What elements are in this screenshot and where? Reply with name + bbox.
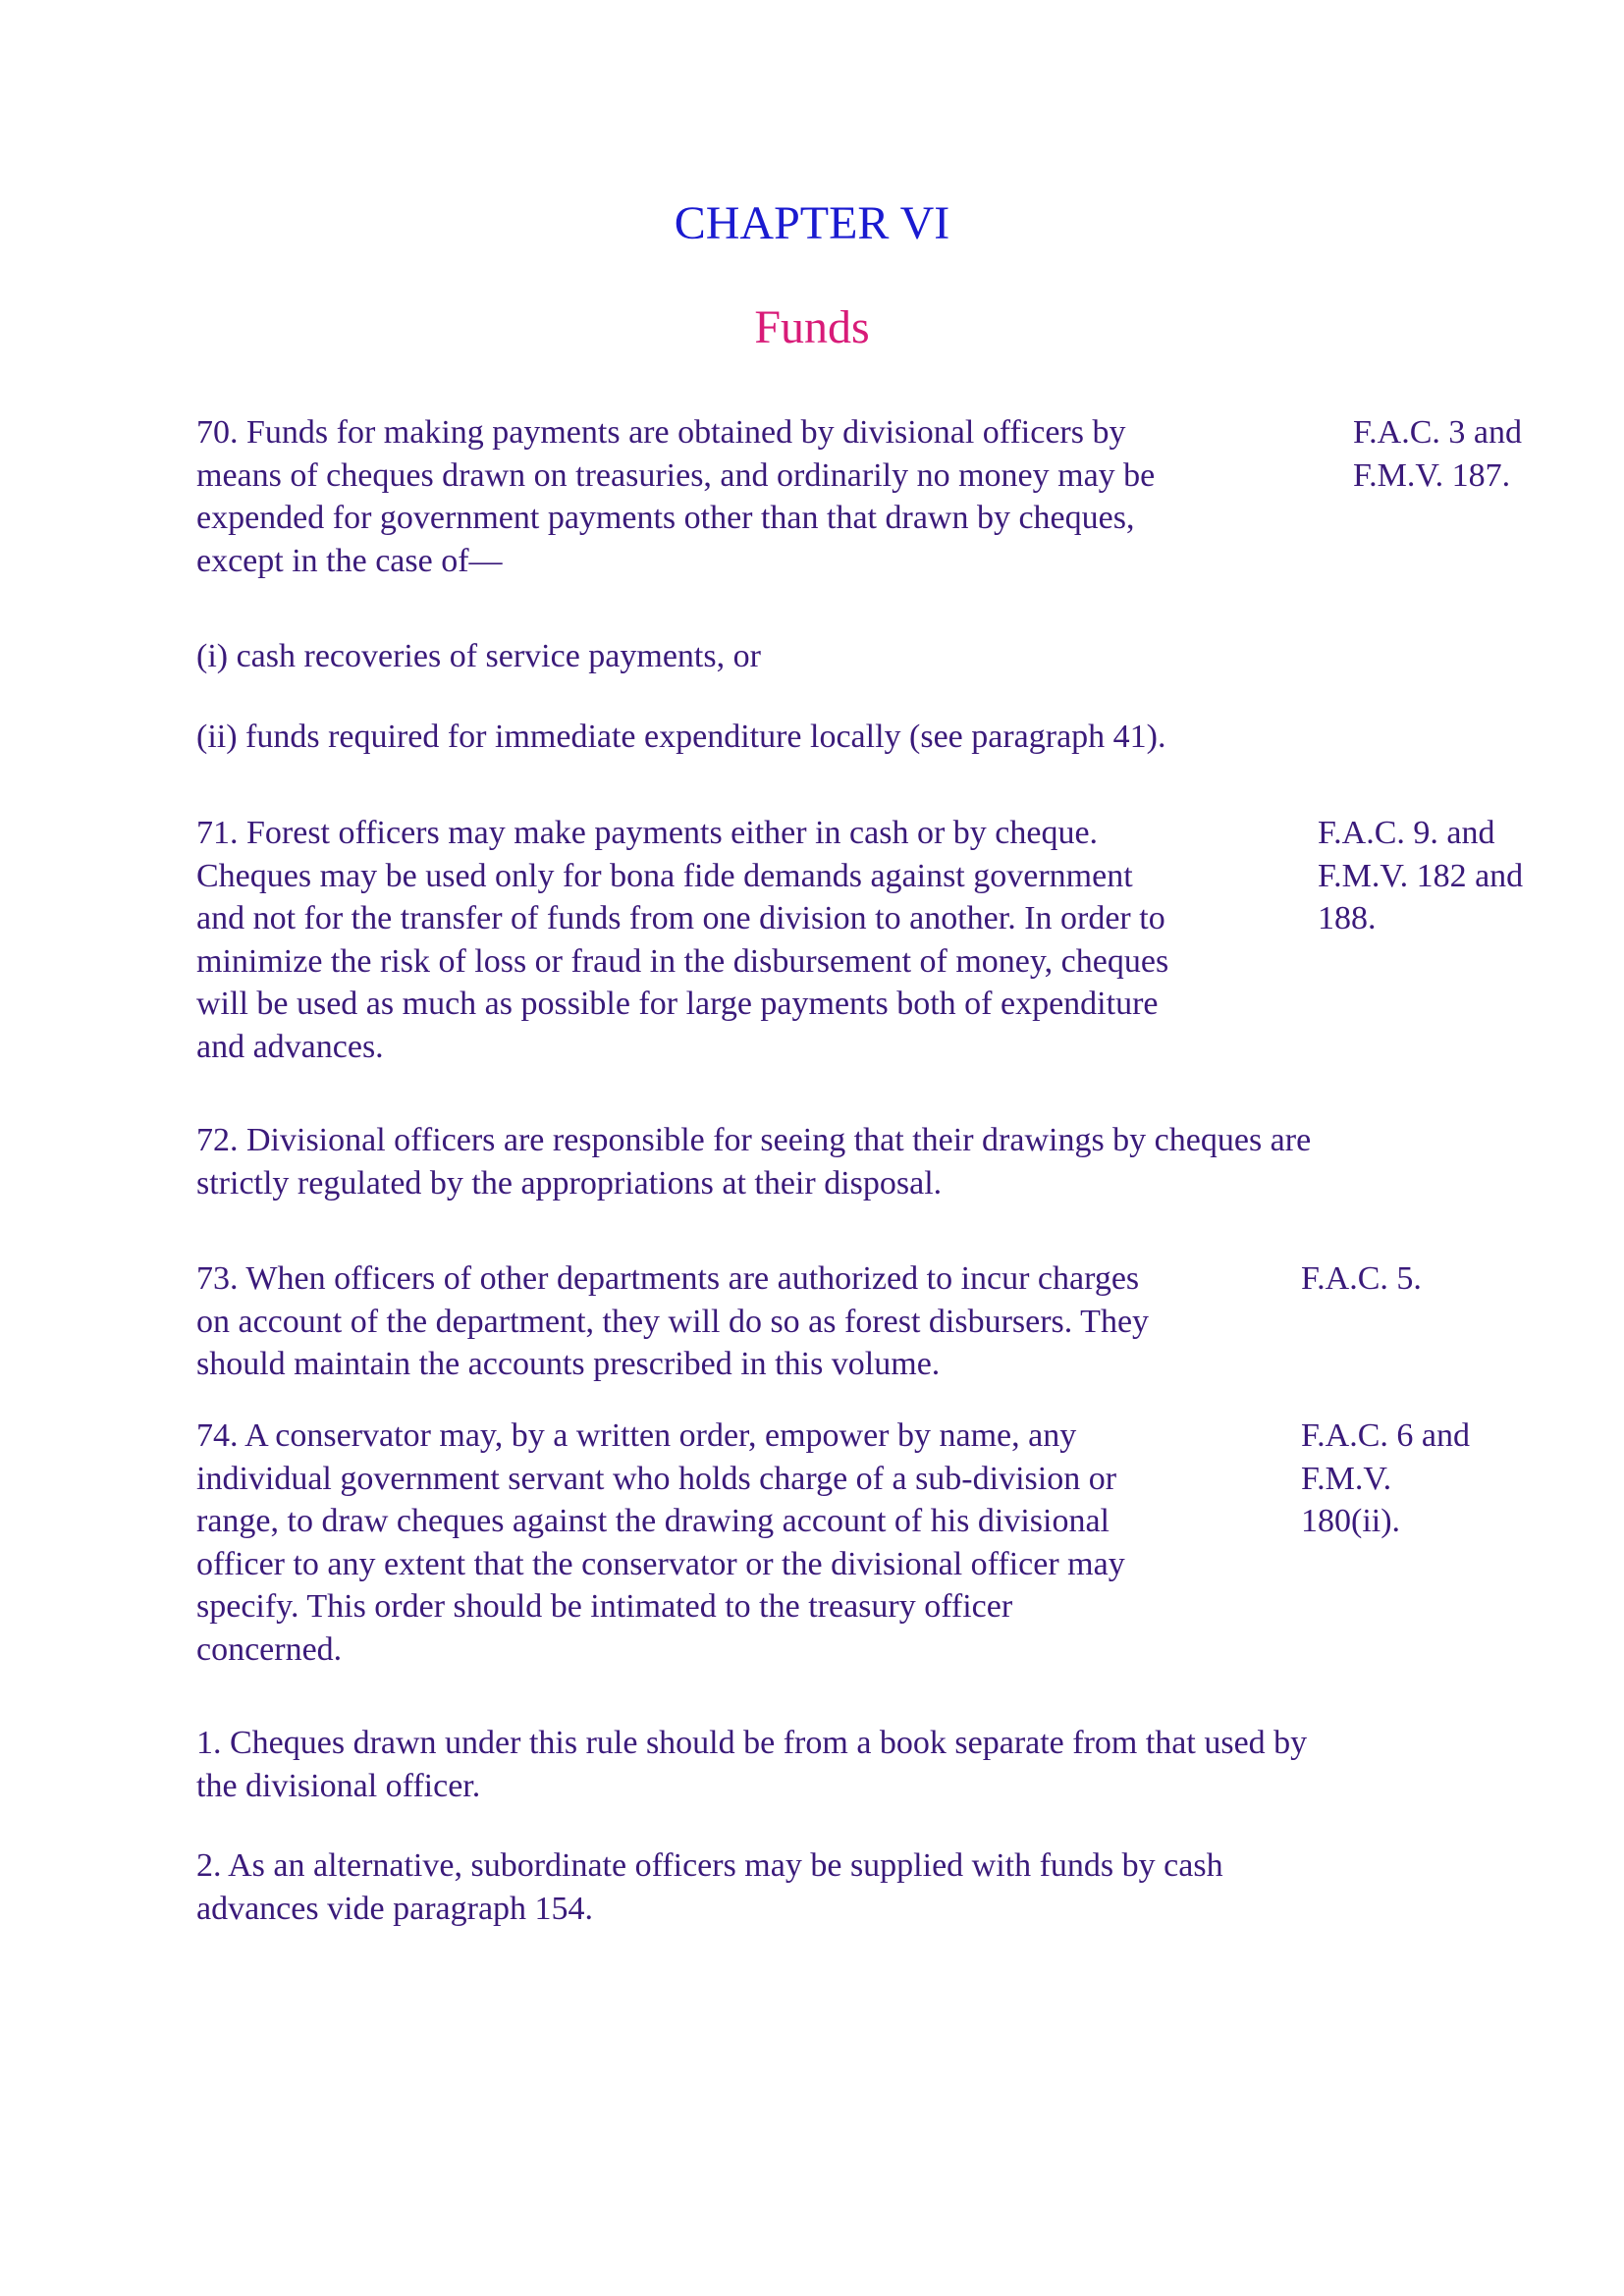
reference-line: F.A.C. 3 and [1353,414,1523,451]
paragraph-line: advances vide paragraph 154. [196,1890,594,1927]
note-1 [196,1722,1307,1807]
paragraph-line: range, to draw cheques against the drawing account of his divisional [196,1503,1110,1539]
paragraph-line: should maintain the accounts prescribed in this volume. [196,1346,941,1382]
paragraph-line: will be used as much as possible for large payments both of expenditure [196,986,1159,1022]
paragraph-line: 72. Divisional officers are responsible for seeing that their drawings by cheques are [196,1122,1312,1158]
reference-line: F.M.V. 187. [1353,456,1511,494]
reference-line: 180(ii). [1301,1503,1401,1539]
paragraph-line: means of cheques drawn on treasuries, and ordinarily no money may be [196,456,1156,494]
paragraph-73 [196,1257,1149,1386]
paragraph-line: 73. When officers of other departments are authorized to incur charges [196,1260,1140,1297]
margin-reference-71 [1318,812,1523,940]
paragraph-line: strictly regulated by the appropriations at their disposal. [196,1164,943,1201]
reference-line: F.A.C. 9. and [1318,815,1495,851]
paragraph-line: Cheques may be used only for bona fide demands against government [196,857,1133,894]
paragraph-line: expended for government payments other than that drawn by cheques, [196,500,1135,536]
paragraph-72 [196,1119,1311,1204]
paragraph-71 [196,812,1168,1068]
reference-line: F.A.C. 6 and [1301,1417,1471,1454]
paragraph-74 [196,1415,1125,1671]
note-2 [196,1844,1223,1930]
paragraph-line: (ii) funds required for immediate expenditure locally (see paragraph 41). [196,719,1166,755]
reference-line: F.M.V. [1301,1460,1392,1497]
paragraph-line: 2. As an alternative, subordinate officers may be supplied with funds by cash [196,1847,1223,1884]
paragraph-line: the divisional officer. [196,1767,481,1804]
clause-ii [196,716,1166,759]
paragraph-line: and advances. [196,1028,384,1065]
paragraph-line: on account of the department, they will do so as forest disbursers. They [196,1303,1150,1340]
section-title: Funds [754,301,870,353]
paragraph-line: 71. Forest officers may make payments either in cash or by cheque. [196,815,1099,851]
paragraph-line: concerned. [196,1630,343,1668]
reference-line: 188. [1318,900,1377,936]
paragraph-line: officer to any extent that the conservator or the divisional officer may [196,1545,1125,1582]
reference-line: F.M.V. 182 and [1318,857,1524,894]
reference-line: F.A.C. 5. [1301,1260,1422,1297]
chapter-title: CHAPTER VI [674,197,950,249]
paragraph-line: and not for the transfer of funds from one division to another. In order to [196,900,1165,936]
margin-reference-73 [1301,1257,1422,1301]
paragraph-line: 70. Funds for making payments are obtained by divisional officers by [196,414,1126,451]
paragraph-70 [196,411,1155,582]
paragraph-line: individual government servant who holds charge of a sub-division or [196,1460,1117,1497]
paragraph-line: minimize the risk of loss or fraud in the disbursement of money, cheques [196,942,1169,980]
paragraph-line: 74. A conservator may, by a written order, empower by name, any [196,1417,1077,1454]
margin-reference-70 [1353,411,1522,497]
paragraph-line: 1. Cheques drawn under this rule should be from a book separate from that used by [196,1725,1308,1761]
paragraph-line: (i) cash recoveries of service payments, or [196,638,761,674]
margin-reference-74 [1301,1415,1470,1543]
paragraph-line: except in the case of— [196,542,503,579]
clause-i [196,635,761,678]
paragraph-line: specify. This order should be intimated to the treasury officer [196,1588,1013,1625]
